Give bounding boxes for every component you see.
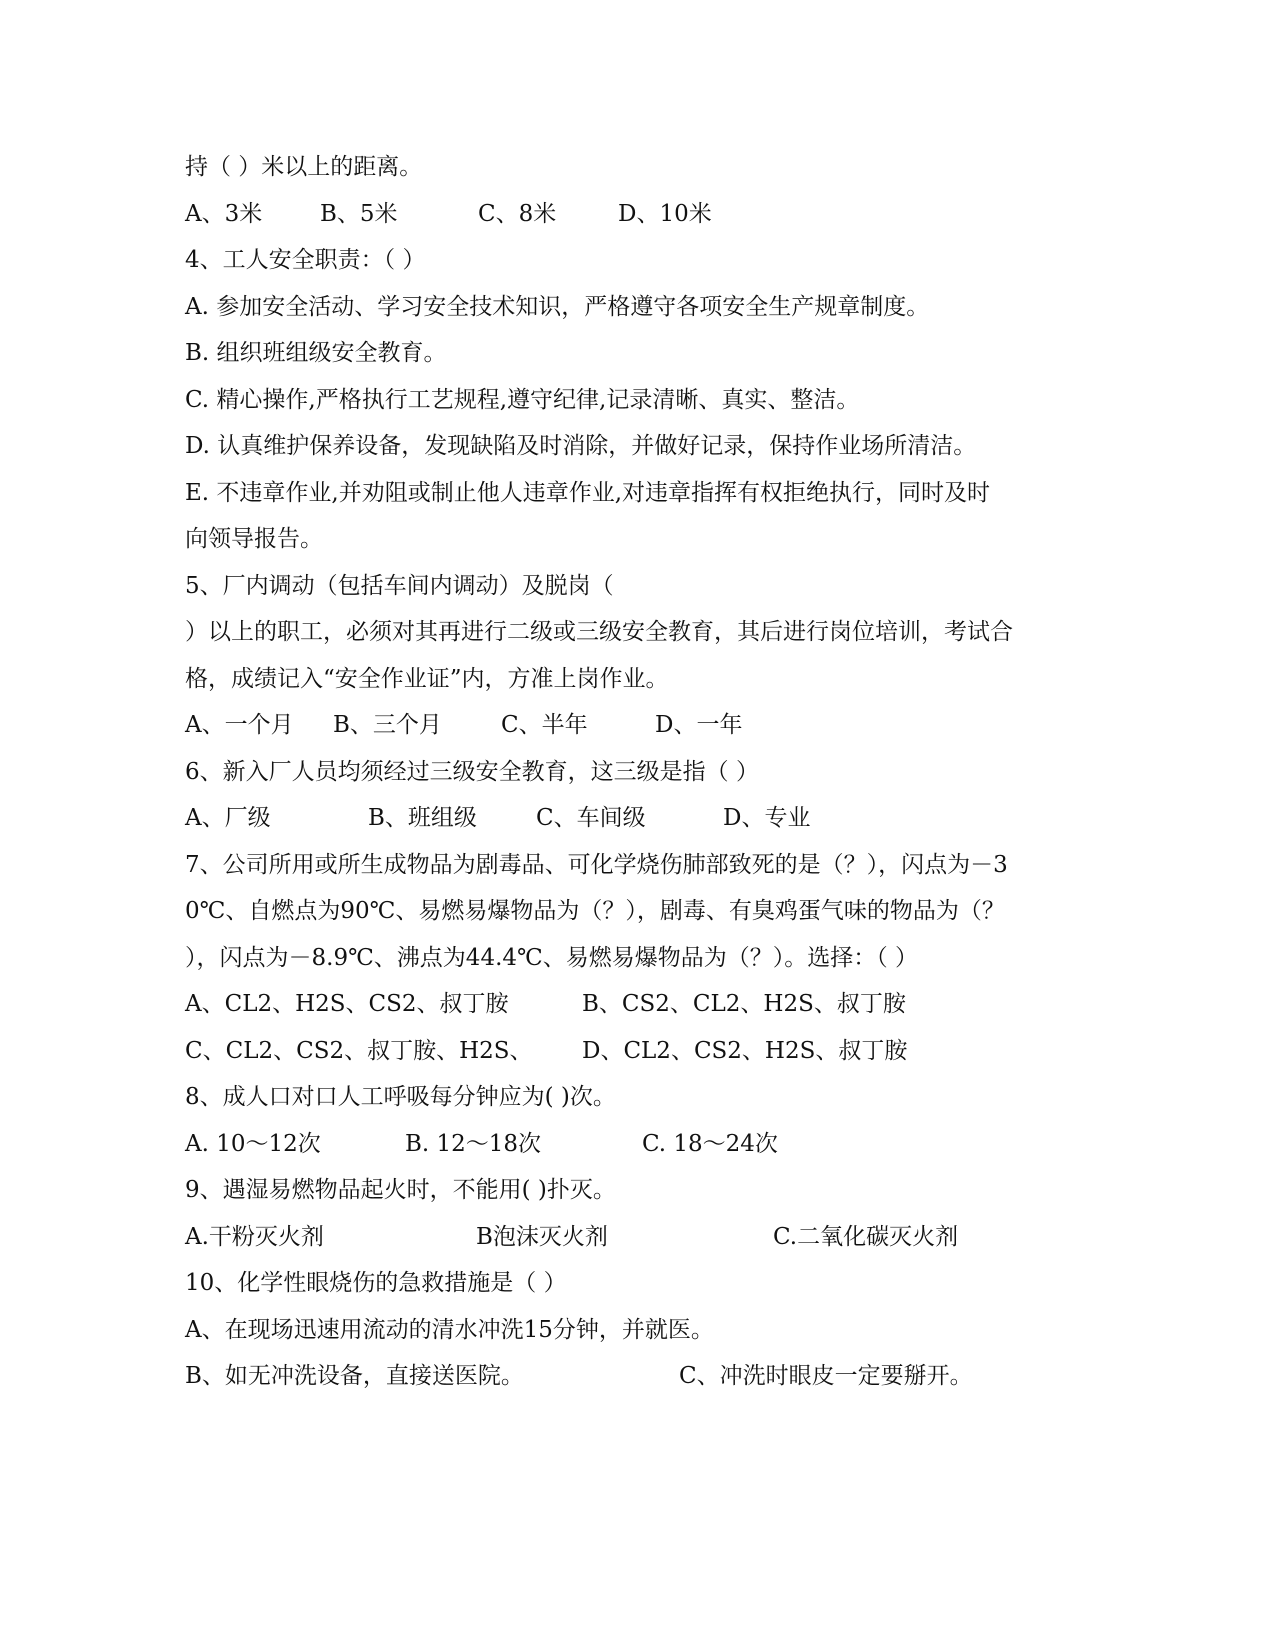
option-c: C. 18～24次 <box>642 1131 778 1157</box>
option-b: B、班组级 <box>368 805 477 831</box>
option-a: A、CL2、H2S、CS2、叔丁胺 <box>185 991 509 1017</box>
question-6-stem: 6、新入厂人员均须经过三级安全教育，这三级是指（ ） <box>185 759 759 785</box>
option-b: B泡沫灭火剂 <box>476 1224 608 1250</box>
question-8-stem: 8、成人口对口人工呼吸每分钟应为( )次。 <box>185 1084 616 1110</box>
option-d: D、专业 <box>723 805 811 831</box>
option-d: D、10米 <box>618 201 712 227</box>
option-c: C、半年 <box>501 712 588 738</box>
question-5-stem: 5、厂内调动（包括车间内调动）及脱岗（ <box>185 573 614 599</box>
option-c: C、8米 <box>478 201 557 227</box>
question-5-stem-line-2: ）以上的职工，必须对其再进行二级或三级安全教育，其后进行岗位培训，考试合 <box>185 619 1013 645</box>
question-5-stem-line-3: 格，成绩记入“安全作业证”内，方准上岗作业。 <box>185 666 669 692</box>
question-7-stem: 7、公司所用或所生成物品为剧毒品、可化学烧伤肺部致死的是（？），闪点为－3 <box>185 852 1008 878</box>
option-a: A. 10～12次 <box>185 1131 321 1157</box>
question-10-option-a: A、在现场迅速用流动的清水冲洗15分钟，并就医。 <box>185 1317 714 1343</box>
question-9-stem: 9、遇湿易燃物品起火时，不能用( )扑灭。 <box>185 1177 616 1203</box>
question-4-option-d: D. 认真维护保养设备，发现缺陷及时消除，并做好记录，保持作业场所清洁。 <box>185 433 977 459</box>
option-b: B. 12～18次 <box>405 1131 542 1157</box>
option-d: D、CL2、CS2、H2S、叔丁胺 <box>582 1038 908 1064</box>
option-c: C、CL2、CS2、叔丁胺、H2S、 <box>185 1038 533 1064</box>
question-3-continuation: 持（ ）米以上的距离。 <box>185 154 423 180</box>
question-4-option-a: A. 参加安全活动、学习安全技术知识，严格遵守各项安全生产规章制度。 <box>185 294 930 320</box>
option-a: A、一个月 <box>185 712 294 738</box>
question-7-stem-line-2: 0℃、自燃点为90℃、易燃易爆物品为（？），剧毒、有臭鸡蛋气味的物品为（？ <box>185 898 1005 924</box>
question-4-option-c: C. 精心操作,严格执行工艺规程,遵守纪律,记录清晰、真实、整洁。 <box>185 387 860 413</box>
option-c: C、冲洗时眼皮一定要掰开。 <box>679 1363 973 1389</box>
option-b: B、三个月 <box>333 712 442 738</box>
option-c: C、车间级 <box>536 805 646 831</box>
question-10-stem: 10、化学性眼烧伤的急救措施是（ ） <box>185 1270 567 1296</box>
option-d: D、一年 <box>655 712 743 738</box>
question-7-stem-line-3: ），闪点为－8.9℃、沸点为44.4℃、易燃易爆物品为（？）。选择：（ ） <box>185 945 919 971</box>
option-b: B、5米 <box>320 201 398 227</box>
option-a: A、3米 <box>185 201 263 227</box>
option-a: A、厂级 <box>185 805 271 831</box>
option-b: B、如无冲洗设备，直接送医院。 <box>185 1363 524 1389</box>
option-a: A.干粉灭火剂 <box>185 1224 324 1250</box>
question-4-stem: 4、工人安全职责：（ ） <box>185 247 426 273</box>
question-4-option-e: E. 不违章作业,并劝阻或制止他人违章作业,对违章指挥有权拒绝执行，同时及时 <box>185 480 991 506</box>
option-b: B、CS2、CL2、H2S、叔丁胺 <box>582 991 906 1017</box>
question-4-option-e-continuation: 向领导报告。 <box>185 526 323 552</box>
option-c: C.二氧化碳灭火剂 <box>773 1224 959 1250</box>
question-4-option-b: B. 组织班组级安全教育。 <box>185 340 447 366</box>
